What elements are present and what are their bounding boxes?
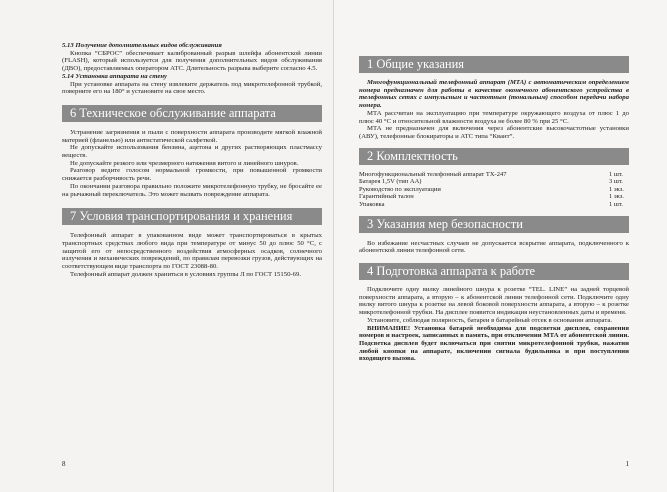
section-3-title: 3 Указания мер безопасности: [359, 216, 629, 233]
list-item: [359, 201, 629, 209]
kit-item-name: Батарея 1,5V (тип АА): [359, 178, 422, 186]
sec-4-warning: ВНИМАНИЕ! Установка батарей необходима для подсветки дисплея, сохранения номеров и настроек, записанных в память, при отключении МТА от абонентской линии. Подсветка дисплея будет включаться при снятии микротелефонной трубки, нажатии любой кнопки на аппарате, включении сигнала будильника и при поступлении входящего вызова.: [359, 324, 629, 363]
kit-item-qty: 1 экз.: [609, 193, 624, 201]
left-column: [62, 42, 322, 278]
sec-6-paragraph: Разговор ведите голосом нормальной громкости, при повышенной громкости снижается разборчивость речи.: [62, 167, 322, 183]
sec-4-paragraph: Подключите одну вилку линейного шнура к розетке “TEL. LINE” на задней торцевой поверхности аппарата, а вторую – к абонентской линии телефонной сети. Подключите одну вилку витого шнура к розетке на левой боковой поверхности аппарата, а вторую – к розетке микротелефонной трубки. На дисплее появится индикация неустановленных даты и времени.: [359, 286, 629, 317]
sec-3-paragraph: Во избежание несчастных случаев не допускается вскрытие аппарата, подключенного к абонентской линии телефонной сети.: [359, 239, 629, 255]
sec-5-13-text: Кнопка “СБРОС” обеспечивает калиброванный разрыв шлейфа абонентской линии (FLASH), который используется для получения дополнительных видов обслуживания (ДВО), предоставляемых оператором АТС. Длительность разрыва выберите согласно 4.5.: [62, 49, 322, 73]
sec-5-13-heading: 5.13 Получение дополнительных видов обслуживания: [62, 42, 222, 49]
section-2-title: 2 Комплектность: [359, 148, 629, 165]
right-column: [359, 56, 629, 363]
kit-item-name: Руководство по эксплуатации: [359, 185, 441, 193]
sec-6-paragraph: Не допускайте резкого или чрезмерного натяжения витого и линейного шнуров.: [70, 159, 299, 167]
kit-list: [359, 171, 629, 209]
sec-1-paragraph: МТА не предназначен для включения через абонентские высокочастотные установки (АВУ), телефонные блокираторы и АТС типа “Квант”.: [359, 125, 629, 140]
section-4-title: 4 Подготовка аппарата к работе: [359, 263, 629, 280]
sec-1-lead: Многофункциональный телефонный аппарат (МТА) с автоматическим определением номера предназначен для работы в качестве оконечного абонентского устройства в телефонных сетях с импульсным и частотным (тональным) способом передачи набора номера.: [359, 79, 629, 110]
left-page: [0, 0, 333, 492]
page-number: 1: [625, 460, 629, 468]
list-item: [359, 171, 629, 179]
sec-5-14-text: При установке аппарата на стену извлеките держатель под микротелефонной трубкой, поверните его на 180° и установите на свое место.: [62, 80, 322, 96]
kit-item-name: Многофункциональный телефонный аппарат ТХ-247: [359, 170, 507, 178]
kit-item-qty: 1 шт.: [609, 170, 623, 178]
right-page: [334, 0, 667, 492]
section-6-title: 6 Техническое обслуживание аппарата: [62, 105, 322, 122]
list-item: [359, 186, 629, 194]
kit-item-qty: 3 шт.: [609, 178, 623, 186]
section-1-title: 1 Общие указания: [359, 56, 629, 73]
sec-6-paragraph: По окончании разговора правильно положите микротелефонную трубку, не бросайте ее на рычажный переключатель. Это может вызвать повреждение аппарата.: [62, 182, 322, 198]
list-item: [359, 178, 629, 186]
sec-6-paragraph: Не допускайте использования бензина, ацетона и других растворяющих пластмассу веществ.: [62, 144, 322, 160]
sec-6-paragraph: Устранение загрязнения и пыли с поверхности аппарата производите мягкой влажной материей (фланелью) или антистатической салфеткой.: [62, 128, 322, 144]
sec-5-14-heading: 5.14 Установка аппарата на стену: [62, 72, 168, 80]
sec-4-paragraph: Установите, соблюдая полярность, батареи в батарейный отсек в основании аппарата.: [367, 316, 612, 324]
kit-item-name: Упаковка: [359, 201, 385, 208]
sec-7-paragraph: Телефонный аппарат в упакованном виде может транспортироваться в крытых транспортных средствах любого вида при температуре от минус 50 до плюс 50 °С, с защитой его от непосредственного воздействия атмосферных осадков, солнечного излучения и механических повреждений, по правилам перевозки грузов, действующих на соответствующем виде транспорта по ГОСТ 23088-80.: [62, 232, 322, 271]
kit-item-name: Гарантийный талон: [359, 193, 414, 201]
list-item: [359, 193, 629, 201]
page-number: 8: [62, 460, 66, 468]
kit-item-qty: 1 экз.: [609, 185, 624, 193]
kit-item-qty: 1 шт.: [609, 201, 623, 208]
sec-7-paragraph: Телефонный аппарат должен храниться в условиях группы Л по ГОСТ 15150-69.: [70, 270, 302, 278]
sec-1-paragraph: МТА рассчитан на эксплуатацию при температуре окружающего воздуха от плюс 1 до плюс 40 °С и относительной влажности воздуха не более 80 % при 25 °С.: [359, 109, 629, 125]
section-7-title: 7 Условия транспортирования и хранения: [62, 208, 322, 225]
